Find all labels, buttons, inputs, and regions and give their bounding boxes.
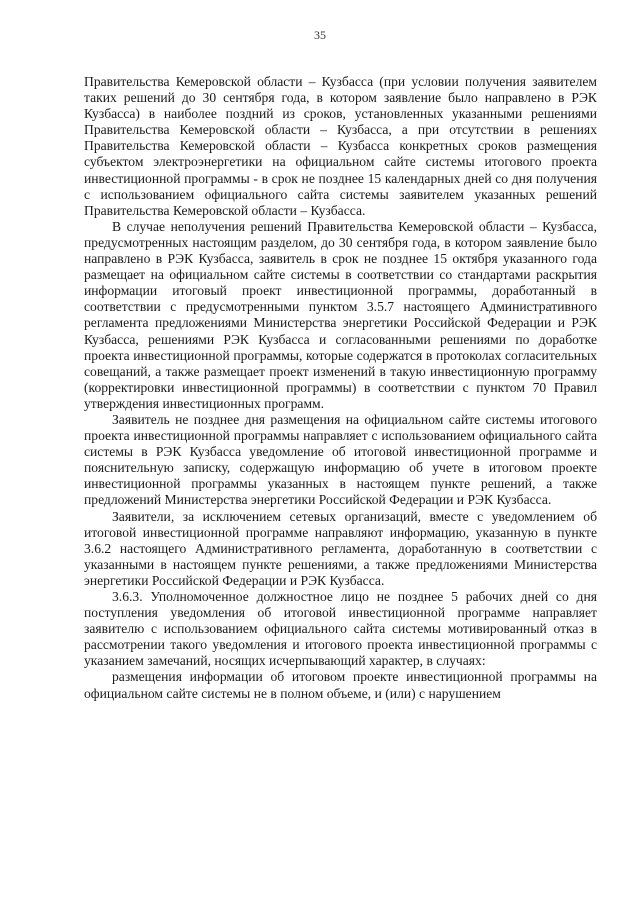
paragraph-3-6-3: 3.6.3. Уполномоченное должностное лицо не позднее 5 рабочих дней со дня поступления уведомления об итоговой инвестиционной программе направляет заявителю с использованием официального сайта системы мотивированный отказ в рассмотрении такого уведомления и итогового проекта инвестиционной программы с указанием замечаний, носящих исчерпывающий характер, в случаях: (84, 589, 597, 669)
paragraph-continuation: Правительства Кемеровской области – Кузбасса (при условии получения заявителем таких решений до 30 сентября года, в котором заявление было направлено в РЭК Кузбасса) в наиболее поздний из сроков, установленных указанными решениями Правительства Кемеровской области – Кузбасса, а при отсутствии в решениях Правительства Кемеровской области – Кузбасса конкретных сроков размещения субъектом электроэнергетики на официальном сайте системы итогового проекта инвестиционной программы - в срок не позднее 15 календарных дней со дня получения с использованием официального сайта системы заявителем указанных решений Правительства Кемеровской области – Кузбасса. (84, 74, 597, 218)
page-body (84, 74, 597, 702)
page-number: 35 (314, 28, 326, 42)
paragraph-no-decisions: В случае неполучения решений Правительства Кемеровской области – Кузбасса, предусмотренных настоящим разделом, до 30 сентября года, в котором заявление было направлено в РЭК Кузбасса, заявитель в срок не позднее 15 октября указанного года размещает на официальном сайте системы в соответствии со стандартами раскрытия информации итоговый проект инвестиционной программы, доработанный в соответствии с предусмотренными пунктом 3.5.7 настоящего Административного регламента предложениями Министерства энергетики Российской Федерации и РЭК Кузбасса, решениями РЭК Кузбасса и согласованными решениями по доработке проекта инвестиционной программы, которые содержатся в протоколах согласительных совещаний, а также размещает проект изменений в такую инвестиционную программу (корректировки инвестиционной программы) в соответствии с пунктом 70 Правил утверждения инвестиционных программ. (84, 218, 597, 411)
paragraph-applicants-info: Заявители, за исключением сетевых организаций, вместе с уведомлением об итоговой инвестиционной программе направляют информацию, указанную в пункте 3.6.2 настоящего Административного регламента, доработанную в соответствии с указанными в настоящем пункте решениями, а также предложениями Министерства энергетики Российской Федерации и РЭК Кузбасса. (84, 508, 597, 588)
paragraph-case-1: размещения информации об итоговом проекте инвестиционной программы на официальном сайте системы не в полном объеме, и (или) с нарушением (84, 669, 597, 701)
paragraph-applicant-notice: Заявитель не позднее дня размещения на официальном сайте системы итогового проекта инвестиционной программы направляет с использованием официального сайта системы в РЭК Кузбасса уведомление об итоговой инвестиционной программе и пояснительную записку, содержащую информацию об учете в итоговом проекте инвестиционной программы указанных в настоящем пункте решений, а также предложений Министерства энергетики Российской Федерации и РЭК Кузбасса. (84, 411, 597, 508)
